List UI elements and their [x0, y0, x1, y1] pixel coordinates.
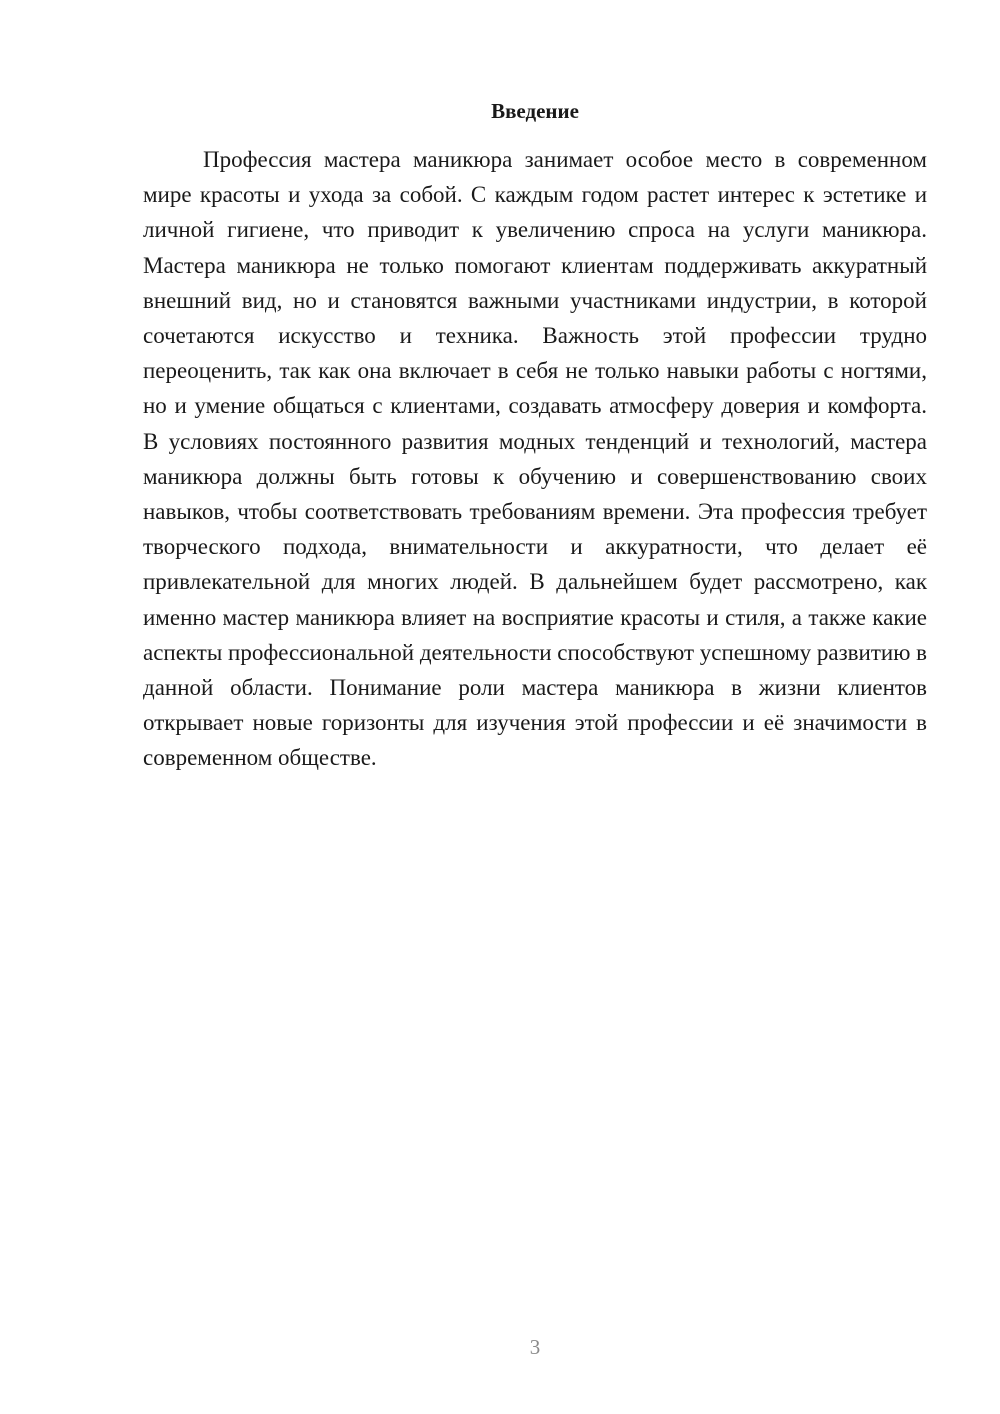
body-paragraph: Профессия мастера маникюра занимает особое место в современном мире красоты и ухода за собой. С каждым годом растет интерес к эстетике и личной гигиене, что приводит к увеличению спроса на услуги маникюра. Мастера маникюра не только помогают клиентам поддерживать аккуратный внешний вид, но и становятся важными участниками индустрии, в которой сочетаются искусство и техника. Важность этой профессии трудно переоценить, так как она включает в себя не только навыки работы с ногтями, но и умение общаться с клиентами, создавать атмосферу доверия и комфорта. В условиях постоянного развития модных тенденций и технологий, мастера маникюра должны быть готовы к обучению и совершенствованию своих навыков, чтобы соответствовать требованиям времени. Эта профессия требует творческого подхода, внимательности и аккуратности, что делает её привлекательной для многих людей. В дальнейшем будет рассмотрено, как именно мастер маникюра влияет на восприятие красоты и стиля, а также какие аспекты профессиональной деятельности способствуют успешному развитию в данной области. Понимание роли мастера маникюра в жизни клиентов открывает новые горизонты для изучения этой профессии и её значимости в современном обществе.: [143, 147, 927, 771]
section-heading: Введение: [491, 99, 579, 123]
page-number: 3: [529, 1335, 541, 1359]
